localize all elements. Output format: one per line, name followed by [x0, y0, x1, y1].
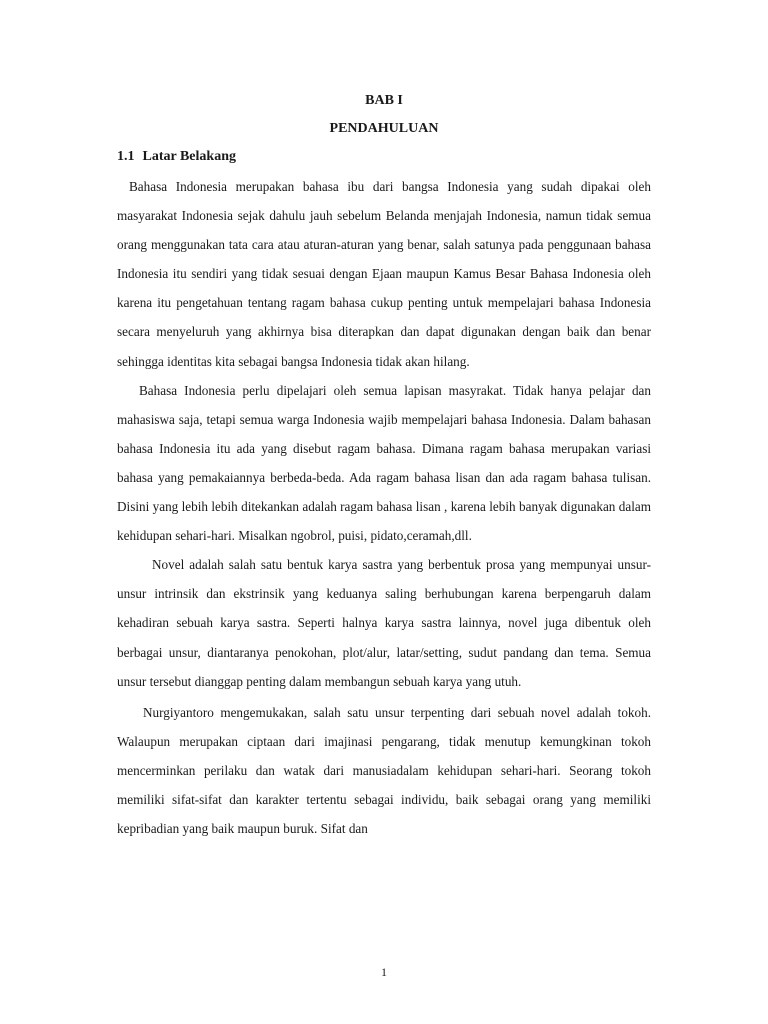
body-text	[117, 172, 651, 843]
section-heading	[117, 149, 236, 165]
chapter-number: BAB I	[365, 93, 403, 108]
section-title: Latar Belakang	[142, 149, 236, 164]
paragraph-1: Bahasa Indonesia merupakan bahasa ibu dari bangsa Indonesia yang sudah dipakai oleh masyarakat Indonesia sejak dahulu jauh sebelum Belanda menjajah Indonesia, namun tidak semua orang menggunakan tata cara atau aturan-aturan yang benar, salah satunya pada penggunaan bahasa Indonesia itu sendiri yang tidak sesuai dengan Ejaan maupun Kamus Besar Bahasa Indonesia oleh karena itu pengetahuan tentang ragam bahasa cukup penting untuk mempelajari bahasa Indonesia secara menyeluruh yang akhirnya bisa diterapkan dan dapat digunakan dengan baik dan benar sehingga identitas kita sebagai bangsa Indonesia tidak akan hilang.	[117, 179, 651, 369]
chapter-title: PENDAHULUAN	[329, 121, 439, 136]
paragraph-3: Novel adalah salah satu bentuk karya sastra yang berbentuk prosa yang mempunyai unsur-unsur intrinsik dan ekstrinsik yang keduanya saling berhubungan karena berpengaruh dalam kehadiran sebuah karya sastra. Seperti halnya karya sastra lainnya, novel juga dibentuk oleh berbagai unsur, diantaranya penokohan, plot/alur, latar/setting, sudut pandang dan tema. Semua unsur tersebut dianggap penting dalam membangun sebuah karya yang utuh.	[117, 557, 651, 689]
page-number: 1	[381, 965, 387, 979]
paragraph-2: Bahasa Indonesia perlu dipelajari oleh semua lapisan masyrakat. Tidak hanya pelajar dan mahasiswa saja, tetapi semua warga Indonesia wajib mempelajari bahasa Indonesia. Dalam bahasan bahasa Indonesia itu ada yang disebut ragam bahasa. Dimana ragam bahasa merupakan variasi bahasa yang pemakaiannya berbeda-beda. Ada ragam bahasa lisan dan ada ragam bahasa tulisan. Disini yang lebih lebih ditekankan adalah ragam bahasa lisan , karena lebih banyak digunakan dalam kehidupan sehari-hari. Misalkan ngobrol, puisi, pidato,ceramah,dll.	[117, 382, 651, 544]
paragraph-4: Nurgiyantoro mengemukakan, salah satu unsur terpenting dari sebuah novel adalah tokoh. Walaupun merupakan ciptaan dari imajinasi pengarang, tidak menutup kemungkinan tokoh mencerminkan perilaku dan watak dari manusiadalam kehidupan sehari-hari. Seorang tokoh memiliki sifat-sifat dan karakter tertentu sebagai individu, baik sebagai orang yang memiliki kepribadian yang baik maupun buruk. Sifat dan	[117, 704, 651, 837]
section-number: 1.1	[117, 149, 135, 164]
